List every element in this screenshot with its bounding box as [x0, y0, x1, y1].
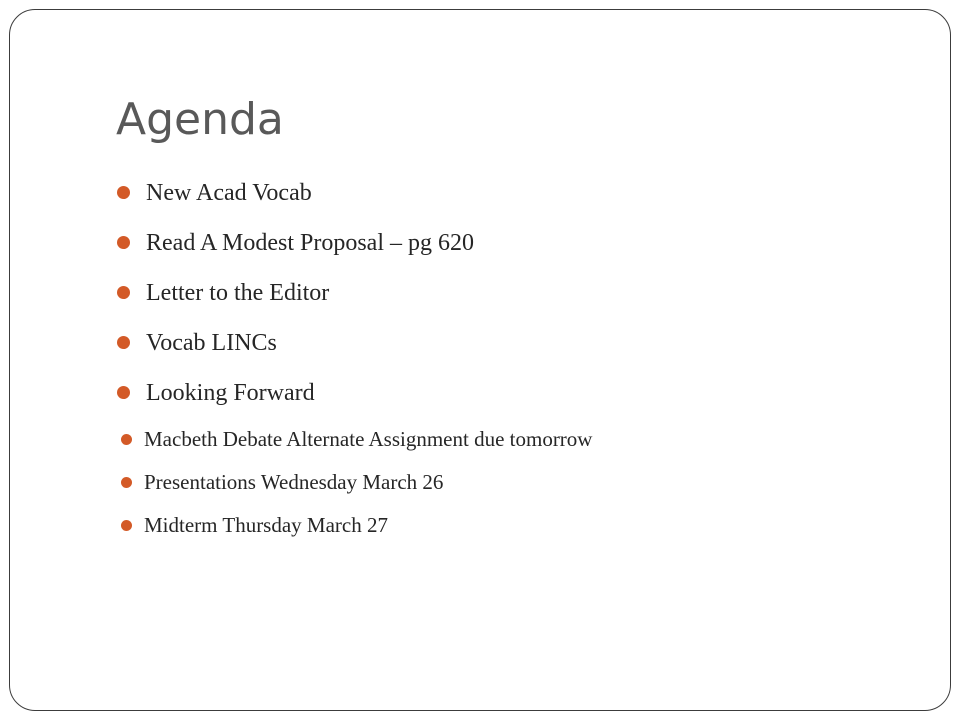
sub-bullet-text: Macbeth Debate Alternate Assignment due tomorrow [144, 427, 593, 451]
sub-bullet-item [86, 461, 886, 504]
bullet-item [116, 268, 916, 318]
bullet-item [116, 168, 916, 218]
bullet-item [116, 318, 916, 368]
sub-bullet-dot-icon [121, 477, 132, 488]
bullet-text: Letter to the Editor [146, 280, 330, 306]
bullet-item [116, 218, 916, 268]
bullet-dot-icon [117, 186, 130, 199]
bullet-text: Looking Forward [146, 380, 315, 406]
sub-bullet-dot-icon [121, 434, 132, 445]
sub-bullet-item [86, 418, 886, 461]
bullet-dot-icon [117, 286, 130, 299]
bullet-text: Vocab LINCs [146, 330, 277, 356]
bullet-dot-icon [117, 336, 130, 349]
bullet-text: New Acad Vocab [146, 180, 312, 206]
slide-title: Agenda [116, 94, 284, 145]
bullet-text: Read A Modest Proposal – pg 620 [146, 230, 474, 256]
sub-bullet-list [86, 418, 886, 547]
slide [9, 9, 951, 711]
sub-bullet-group [116, 418, 916, 547]
bullet-item [116, 368, 916, 418]
sub-bullet-text: Presentations Wednesday March 26 [144, 470, 444, 494]
sub-bullet-dot-icon [121, 520, 132, 531]
bullet-dot-icon [117, 236, 130, 249]
sub-bullet-text: Midterm Thursday March 27 [144, 513, 388, 537]
bullet-list [116, 168, 916, 547]
sub-bullet-item [86, 504, 886, 547]
bullet-dot-icon [117, 386, 130, 399]
